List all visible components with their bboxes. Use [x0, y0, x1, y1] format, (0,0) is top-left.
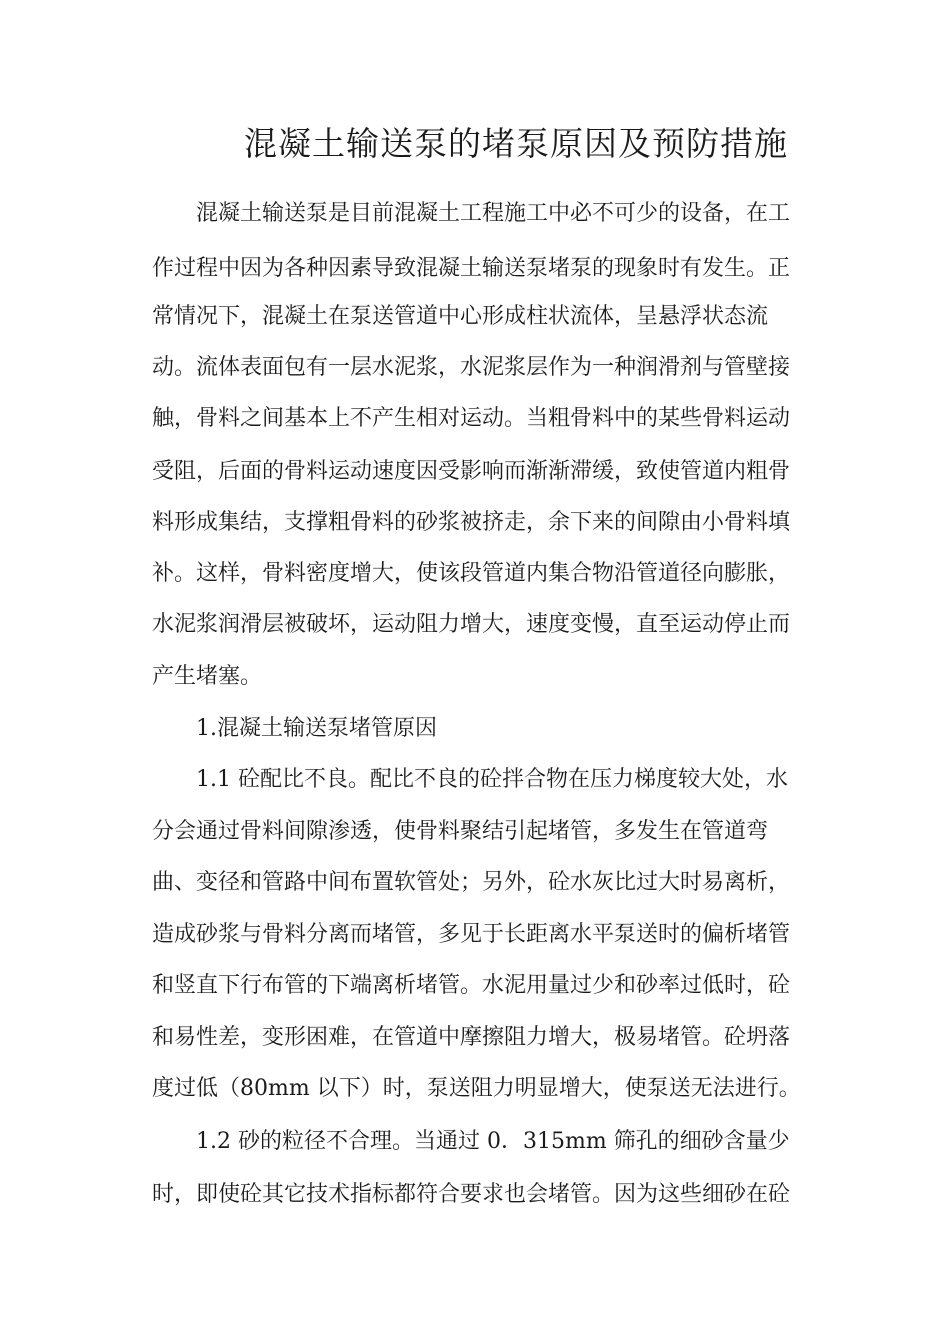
paragraph-line: 造成砂浆与骨料分离而堵管，多见于长距离水平泵送时的偏析堵管: [152, 922, 791, 947]
paragraph-line: 和易性差，变形困难，在管道中摩擦阻力增大，极易堵管。砼坍落: [152, 1025, 791, 1050]
paragraph-line: 时，即使砼其它技术指标都符合要求也会堵管。因为这些细砂在砼: [152, 1182, 791, 1207]
paragraph-line: 料形成集结，支撑粗骨料的砂浆被挤走，余下来的间隙由小骨料填: [152, 510, 791, 535]
paragraph-line: 度过低（80mm 以下）时，泵送阻力明显增大，使泵送无法进行。: [152, 1076, 801, 1101]
document-title: 混凝土输送泵的堵泵原因及预防措施: [244, 124, 788, 163]
paragraph-line: 分会通过骨料间隙渗透，使骨料聚结引起堵管，多发生在管道弯: [152, 819, 769, 844]
section-heading: 1.混凝土输送泵堵管原因: [196, 716, 437, 741]
paragraph-line: 水泥浆润滑层被破坏，运动阻力增大，速度变慢，直至运动停止而: [152, 612, 791, 637]
paragraph-line: 作过程中因为各种因素导致混凝土输送泵堵泵的现象时有发生。正: [152, 256, 791, 281]
paragraph-line: 常情况下，混凝土在泵送管道中心形成柱状流体，呈悬浮状态流: [152, 304, 769, 329]
paragraph-line: 受阻，后面的骨料运动速度因受影响而渐渐滞缓，致使管道内粗骨: [152, 459, 791, 484]
paragraph-line: 混凝土输送泵是目前混凝土工程施工中必不可少的设备，在工: [196, 201, 791, 226]
paragraph-line: 动。流体表面包有一层水泥浆，水泥浆层作为一种润滑剂与管壁接: [152, 355, 791, 380]
paragraph-line: 曲、变径和管路中间布置软管处；另外，砼水灰比过大时易离析，: [152, 870, 791, 895]
paragraph-line: 和竖直下行布管的下端离析堵管。水泥用量过少和砂率过低时，砼: [152, 973, 791, 998]
paragraph-line: 产生堵塞。: [152, 664, 263, 689]
paragraph-line: 补。这样，骨料密度增大，使该段管道内集合物沿管道径向膨胀，: [152, 561, 791, 586]
paragraph-line: 触，骨料之间基本上不产生相对运动。当粗骨料中的某些骨料运动: [152, 406, 791, 431]
paragraph-line: 1.2 砂的粒径不合理。当通过 0．315mm 筛孔的细砂含量少: [196, 1129, 790, 1154]
paragraph-line: 1.1 砼配比不良。配比不良的砼拌合物在压力梯度较大处，水: [196, 767, 788, 792]
